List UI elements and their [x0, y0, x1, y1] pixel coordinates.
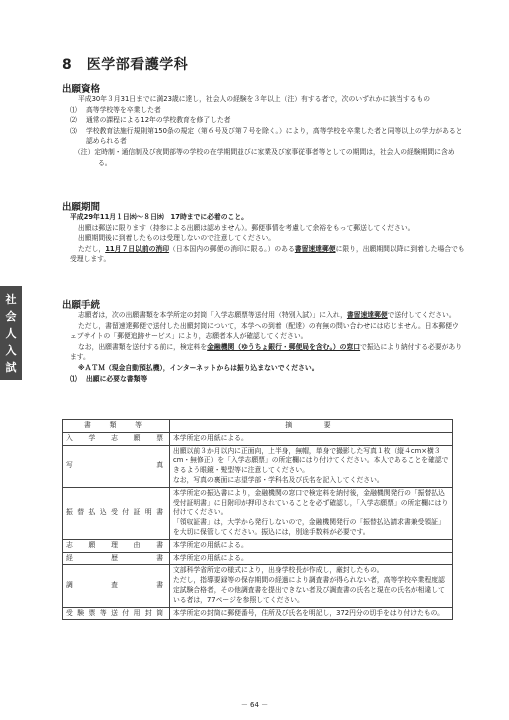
side-tab-char: 会: [5, 309, 17, 323]
period-date: 平成29年11月１日㈬～８日㈬ 17時までに必着のこと。: [70, 213, 248, 221]
procedure-paragraph: なお，出願書類を送付する前に，検定料を金融機関（ゆうちょ銀行・郵便局を含む。）の窓口で振込により納付する必要があります。: [70, 342, 463, 362]
table-row: 写真 出願以前３か月以内に正面向，上半身，無帽，単身で撮影した写真１枚（縦４cm×横３cm・無修正）を「入学志願票」の所定欄にはり付けてください。本人であることを確認できるよう眼鏡・髪型等に注意してください。 なお，写真の裏面に志望学部・学科名及び氏名を記入してください。: [63, 445, 453, 487]
procedure-paragraph: 志願者は，次の出願書類を本学所定の封筒「入学志願票等送付用（特別入試）」に入れ，書留速達郵便で送付してください。: [78, 311, 456, 319]
table-row: 入学志願票 本学所定の用紙による。: [63, 432, 453, 445]
procedure-atm-note: ※ＡＴＭ（現金自動預払機），インターネットからは振り込まないでください。: [78, 363, 319, 372]
table-header-cell: 書 類 等: [63, 420, 170, 433]
side-tab-char: 試: [5, 360, 17, 374]
period-exception: ただし，11月７日以前の消印（日本国内の郵便の消印に限る。）のある書留速達郵便に限り，出願期間以降に到着した場合でも受理します。: [70, 244, 465, 264]
table-header-cell: 摘 要: [170, 420, 453, 433]
qualification-section: [70, 94, 465, 168]
side-tab-char: 社: [5, 292, 17, 306]
side-tab-char: 人: [5, 326, 17, 340]
table-row: 振替払込受付証明書 本学所定の振込書により，金融機関の窓口で検定料を納付後，金融機関発行の「振替払込受付証明書」に日附印が押印されていることを必ず確認し，「入学志願票」の所定欄にはり付けてください。 「領収証書」は，大学から発行しないので，金融機関発行の「振替払込請求書兼受領証」を大切に保管してください。振込には，別途手数料が必要です。: [63, 487, 453, 539]
table-header-row: [63, 420, 453, 433]
table-row: 志願理由書 本学所定の用紙による。: [63, 539, 453, 552]
list-item: ⑴ 高等学校等を卒業した者: [70, 105, 161, 114]
qualification-note: （注）定時制・通信制及び夜間部等の学校の在学期間並びに家業及び家事従事者等としての期間は，社会人の経験期間に含める。: [74, 147, 455, 167]
heading-period: 出願期間: [62, 202, 101, 213]
table-row: 調査書 文部科学省所定の様式により，出身学校長が作成し，厳封したもの。 ただし，指導要録等の保存期間の経過により調査書が得られない者，高等学校卒業程度認定試験合格者，その他調査書を提出できない者及び調査書の氏名と現在の氏名が相違している者は，77ページを参照してください。: [63, 565, 453, 607]
qualification-intro: 平成30年３月31日までに満23歳に達し，社会人の経験を３年以上（注）有する者で，次のいずれかに該当するもの: [78, 95, 431, 103]
period-section: [70, 212, 465, 265]
procedure-section: [70, 310, 465, 384]
procedure-paragraph: ただし，書留速達郵便で送付した出願封筒について，本学への到着（配達）の有無の問い合わせには応じません。日本郵便ウェブサイトの「郵便追跡サービス」により，志願者本人が確認してください。: [70, 321, 459, 341]
period-line: 出願期間後に到着したものは受理しないので注意してください。: [78, 234, 276, 243]
list-item: ⑵ 通常の課程による12年の学校教育を修了した者: [70, 116, 231, 125]
required-documents-table: [62, 419, 453, 620]
heading-qualification: 出願資格: [62, 84, 101, 95]
page-title: 8 医学部看護学科: [62, 57, 189, 73]
procedure-subheading: ⑴ 出願に必要な書類等: [70, 374, 148, 383]
table-row: 経歴書 本学所定の用紙による。: [63, 552, 453, 565]
list-item: ⑶ 学校教育法施行規則第150条の規定（第６号及び第７号を除く。）により，高等学校を卒業した者と同等以上の学力があると認められる者: [70, 126, 463, 146]
page-number: － 64 －: [240, 701, 269, 709]
side-tab-social-admission: [0, 286, 22, 380]
heading-procedure: 出願手続: [62, 300, 101, 311]
period-line: 出願は郵送に限ります（持参による出願は認めません）。郵便事情を考慮して余裕をもって郵送してください。: [78, 223, 415, 232]
side-tab-char: 入: [5, 343, 17, 357]
table-row: 受験票等送付用封筒 本学所定の封筒に郵便番号，住所及び氏名を明記し，372円分の切手をはり付けたもの。: [63, 607, 453, 620]
